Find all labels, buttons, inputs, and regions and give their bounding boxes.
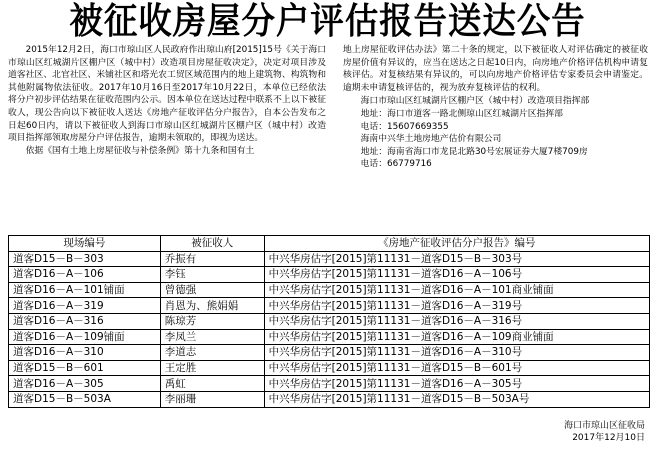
table-row xyxy=(9,298,650,314)
cell-site-number: 道客D16－A－319 xyxy=(9,298,161,314)
cell-recipient: 乔振有 xyxy=(160,251,264,267)
cell-report-number: 中兴华房估字[2015]第11131－道客D16－A－106号 xyxy=(264,267,649,283)
table-row xyxy=(9,345,650,361)
issue-date: 2017年12月10日 xyxy=(572,433,645,443)
cell-site-number: 道客D16－A－305 xyxy=(9,376,161,392)
contact-address-appraiser: 地址：海南省海口市龙昆北路30号宏展证券大厦7楼709房 xyxy=(360,146,588,157)
contact-block xyxy=(343,95,648,171)
appeal-paragraph: 地上房屋征收评估办法》第二十条的规定，以下被征收人对评估确定的被征收房屋价值有异议的，应当在送达之日起10日内，向房地产价格评估机构申请复核评估。对复核结果有异议的，可以向房地产价格评估专家委员会申请鉴定。逾期未申请复核评估的，视为放弃复核评估的权利。 xyxy=(343,45,648,93)
cell-site-number: 道客D15－B－601 xyxy=(9,360,161,376)
table-row xyxy=(9,313,650,329)
cell-report-number: 中兴华房估字[2015]第11131－道客D16－A－310号 xyxy=(264,345,649,361)
right-column xyxy=(343,44,648,171)
contact-address-hq: 地址：海口市道客一路北侧琼山区红城湖片区指挥部 xyxy=(360,108,563,119)
contact-phone-appraiser: 电话：66779716 xyxy=(360,159,432,170)
contact-phone-hq: 电话：15607669355 xyxy=(360,121,449,132)
cell-recipient: 曾德强 xyxy=(160,282,264,298)
header-report-number: 《房地产征收评估分户报告》编号 xyxy=(264,236,649,252)
cell-recipient: 陈琼芳 xyxy=(160,313,264,329)
cell-report-number: 中兴华房估字[2015]第11131－道客D16－A－316号 xyxy=(264,313,649,329)
cell-site-number: 道客D15－B－303 xyxy=(9,251,161,267)
cell-site-number: 道客D16－A－316 xyxy=(9,313,161,329)
table-row xyxy=(9,282,650,298)
table-row xyxy=(9,251,650,267)
cell-report-number: 中兴华房估字[2015]第11131－道客D15－B－503A号 xyxy=(264,391,649,407)
cell-report-number: 中兴华房估字[2015]第11131－道客D16－A－305号 xyxy=(264,376,649,392)
table-row xyxy=(9,391,650,407)
cell-site-number: 道客D16－A－310 xyxy=(9,345,161,361)
contact-org-hq: 海口市琼山区红城湖片区棚户区（城中村）改造项目指挥部 xyxy=(360,96,590,107)
cell-site-number: 道客D16－A－109铺面 xyxy=(9,329,161,345)
cell-site-number: 道客D16－A－106 xyxy=(9,267,161,283)
cell-recipient: 王定胜 xyxy=(160,360,264,376)
recipients-table xyxy=(8,235,650,408)
table-header-row xyxy=(9,236,650,252)
cell-report-number: 中兴华房估字[2015]第11131－道客D16－A－101商业铺面 xyxy=(264,282,649,298)
cell-report-number: 中兴华房估字[2015]第11131－道客D15－B－601号 xyxy=(264,360,649,376)
cell-report-number: 中兴华房估字[2015]第11131－道客D15－B－303号 xyxy=(264,251,649,267)
header-recipient: 被征收人 xyxy=(160,236,264,252)
intro-paragraph: 2015年12月2日，海口市琼山区人民政府作出琼山府[2015]15号《关于海口市琼山区红城湖片区棚户区（城中村）改造项目房屋征收决定》，决定对项目涉及道客社区、北官社区、米铺社区和塔光农工贸区域范围内的地上建筑物、构筑物和其他附属物依法征收。2017年10月16日至2017年10月22日，本单位已经依法将分户初步评估结果在征收范围内公示。因本单位在送达过程中联系不上以下被征收人，现公告向以下被征收人送达《房地产征收评估分户报告》，自本公告发布之日起60日内，请以下被征收人到海口市琼山区红城湖片区棚户区（城中村）改造项目指挥部领取房屋分户评估报告，逾期未领取的，即视为送达。 xyxy=(8,45,326,144)
cell-site-number: 道客D15－B－503A xyxy=(9,391,161,407)
left-column xyxy=(8,44,326,157)
cell-recipient: 肖恩为、熊娟娟 xyxy=(160,298,264,314)
table-row xyxy=(9,376,650,392)
cell-site-number: 道客D16－A－101铺面 xyxy=(9,282,161,298)
cell-recipient: 禹虹 xyxy=(160,376,264,392)
cell-recipient: 李道志 xyxy=(160,345,264,361)
issuing-authority: 海口市琼山区征收局 xyxy=(563,421,645,431)
cell-recipient: 李丽珊 xyxy=(160,391,264,407)
cell-recipient: 李凤兰 xyxy=(160,329,264,345)
header-site-number: 现场编号 xyxy=(9,236,161,252)
table-row xyxy=(9,267,650,283)
page-title: 被征收房屋分户评估报告送达公告 xyxy=(69,1,586,42)
cell-report-number: 中兴华房估字[2015]第11131－道客D16－A－319号 xyxy=(264,298,649,314)
cell-report-number: 中兴华房估字[2015]第11131－道客D16－A－109商业铺面 xyxy=(264,329,649,345)
cell-recipient: 李钰 xyxy=(160,267,264,283)
contact-org-appraiser: 海南中兴华土地房地产估价有限公司 xyxy=(360,134,502,145)
table-row xyxy=(9,360,650,376)
table-row xyxy=(9,329,650,345)
legal-basis-paragraph: 依据《国有土地上房屋征收与补偿条例》第十九条和国有土 xyxy=(25,145,255,156)
signature-block xyxy=(564,420,645,444)
